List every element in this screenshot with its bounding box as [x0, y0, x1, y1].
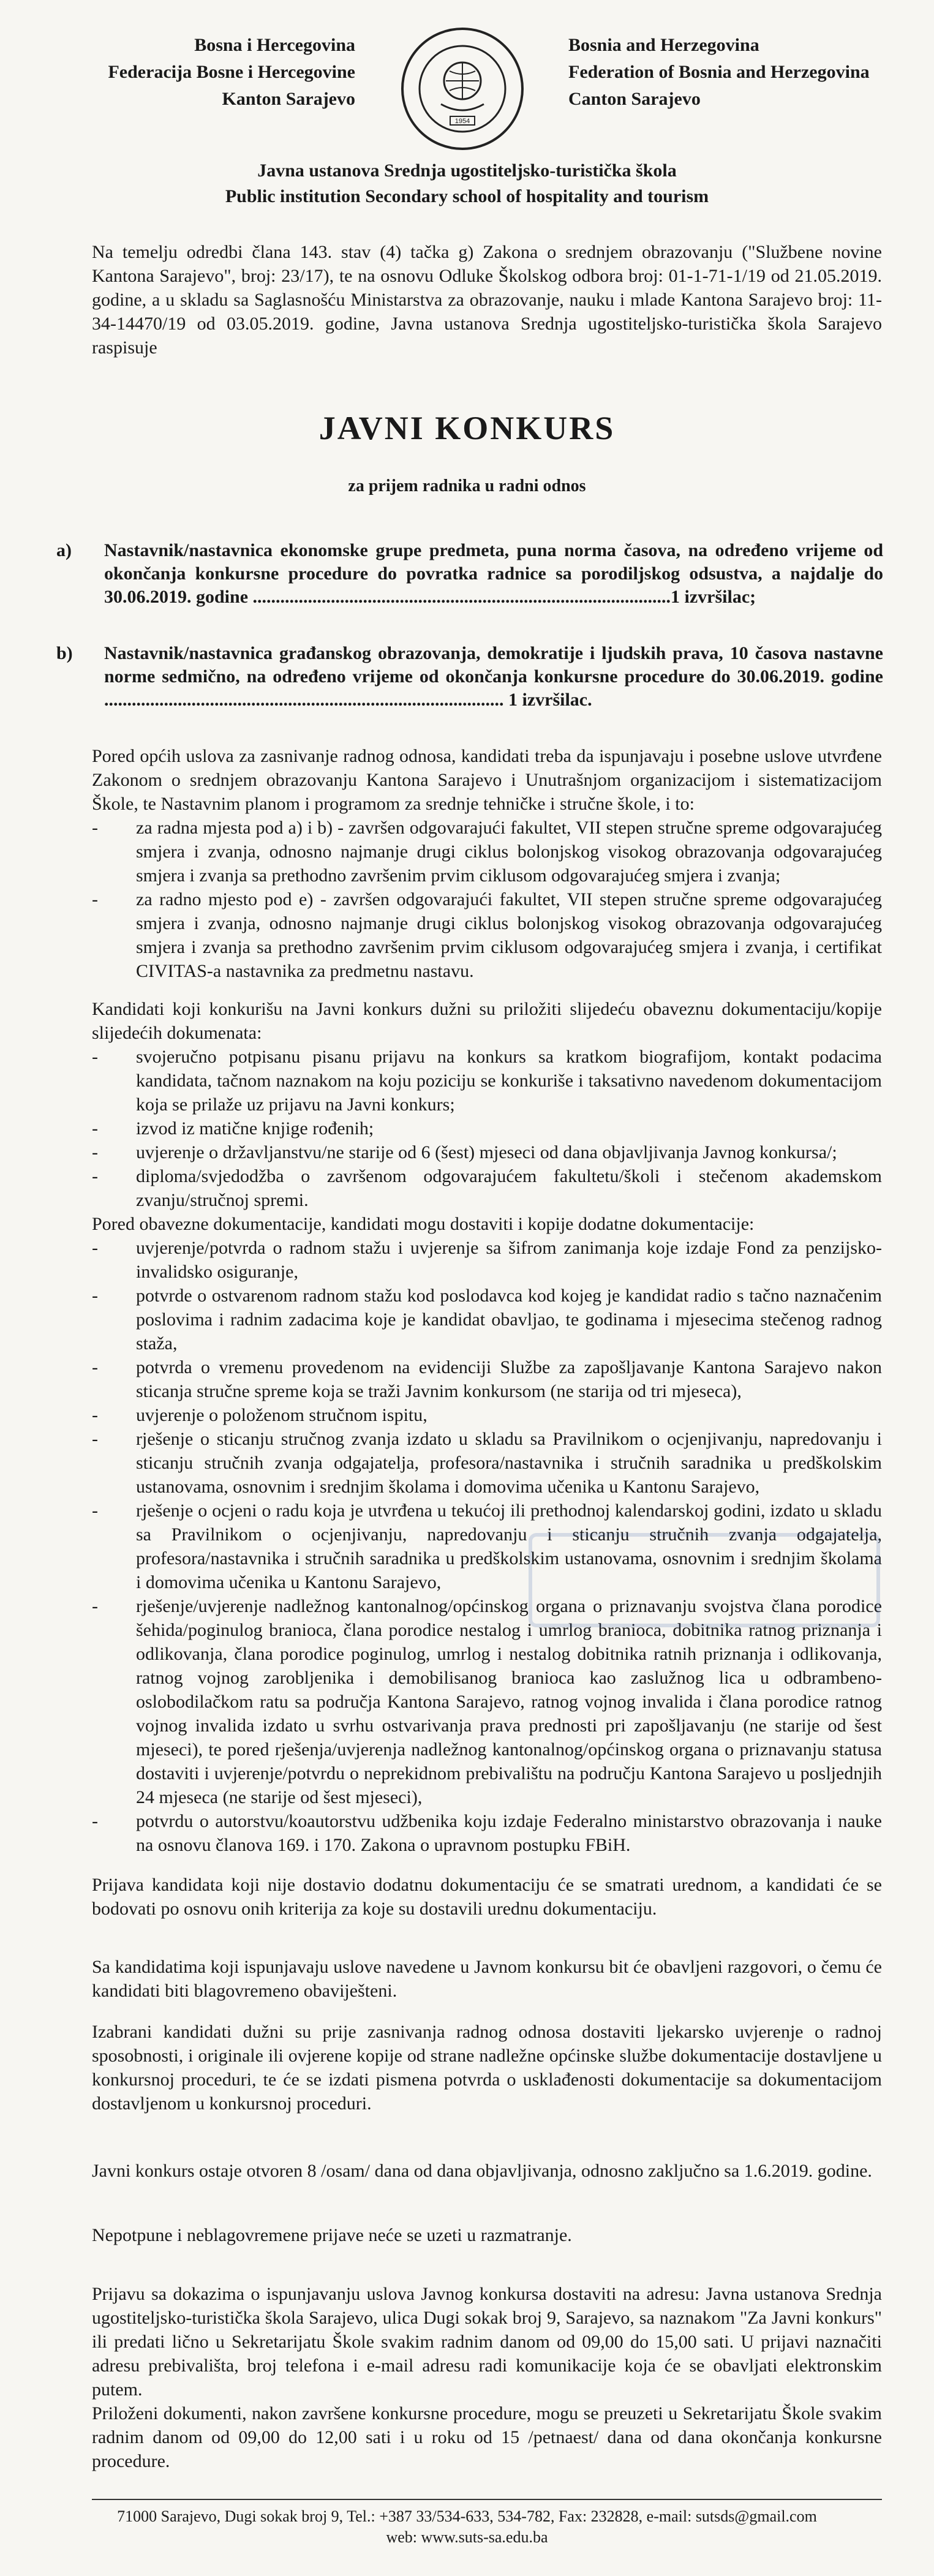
header-left-line-1: Bosna i Hercegovina	[194, 35, 355, 55]
school-seal-icon	[398, 24, 527, 153]
header-right-line-2: Federation of Bosnia and Herzegovina	[568, 62, 870, 82]
intro-paragraph: Na temelju odredbi člana 143. stav (4) tačka g) Zakona o srednjem obrazovanju ("Službene novine Kantona Sarajevo", broj: 23/17), te na osnovu Odluke Školskog odbora broj: 01-1-71-1/19 od 21.05.2019. godine, a u skladu sa Saglasnošću Ministarstva za obrazovanje, nauku i mlade Kantona Sarajevo broj: 11-34-14470/19 od 03.05.2019. godine, Javna ustanova Srednja ugostiteljsko-turistička škola Sarajevo raspisuje	[92, 242, 882, 358]
documents-section	[92, 997, 882, 1857]
paragraph-interview: Sa kandidatima koji ispunjavaju uslove navedene u Javnom konkursu bit će obavljeni razgovori, o čemu će kandidati biti blagovremeno obaviješteni.	[92, 1957, 882, 2001]
institution-name-bs: Javna ustanova Srednja ugostiteljsko-turistička škola	[257, 160, 677, 181]
header-right-line-1: Bosnia and Herzegovina	[568, 35, 759, 55]
list-item: - rješenje o ocjeni o radu koja je utvrđena u tekućoj ili prethodnoj kalendarskoj godini, izdato u skladu sa Pravilnikom o ocjenjivanju, napredovanju i sticanju stručnih zvanja odgajatelja, profesora/nastavnika i stručnih saradnika u predškolskim ustanovama, osnovnim i srednjim školama i domovima učenika u Kantonu Sarajevo,	[92, 1499, 882, 1594]
institution-name-en: Public institution Secondary school of hospitality and tourism	[225, 186, 709, 206]
position-b	[56, 642, 883, 712]
list-item: - uvjerenje/potvrda o radnom stažu i uvjerenje sa šifrom zanimanja koje izdaje Fond za penzijsko-invalidsko osiguranje,	[92, 1236, 882, 1284]
list-item: - diploma/svjedodžba o završenom odgovarajućem fakultetu/školi i stečenom akademskom zvanju/stručnoj spremi.	[92, 1164, 882, 1212]
list-item: - izvod iz matične knjige rođenih;	[92, 1117, 882, 1140]
page-title: JAVNI KONKURS	[318, 410, 616, 446]
list-item: - rješenje/uvjerenje nadležnog kantonalnog/općinskog organa o priznavanju svojstva člana porodice šehida/poginulog branioca, člana porodice nestalog i umrlog branioca, dobitnika ratnog priznanja i odlikovanja, člana porodice poginulog, umrlog i nestalog dobitnika ratnih priznanja i odlikovanja, ratnog vojnog zarobljenika i demobilisanog branioca kao zaslužnog lica u odbrambeno-oslobodilačkom ratu sa područja Kantona Sarajevo, ratnog vojnog invalida i člana porodice ratnog vojnog invalida izdato u svrhu ostvarivanja prava prednosti pri zapošljavanju (ne starije od šest mjeseci), te pored rješenja/uvjerenja nadležnog kantonalnog/općinskog organa o priznavanju statusa dostaviti i uvjerenje/potvrdu o neprekidnom prebivalištu na području Kantona Sarajevo u posljednjih 24 mjeseca (ne starije od šest mjeseci),	[92, 1594, 882, 1809]
paragraph-incomplete: Nepotpune i neblagovremene prijave neće se uzeti u razmatranje.	[92, 2225, 572, 2245]
paragraph-additional-docs: Prijava kandidata koji nije dostavio dodatnu dokumentaciju će se smatrati urednom, a kandidati će se bodovati po osnovu onih kriterija za koje su dostavili urednu dokumentaciju.	[92, 1875, 882, 1919]
seal-year: 1954	[454, 118, 470, 125]
footer-web: web: www.suts-sa.edu.ba	[386, 2528, 548, 2546]
position-b-label: b)	[56, 643, 73, 663]
list-item: - potvrda o vremenu provedenom na evidenciji Službe za zapošljavanje Kantona Sarajevo nakon sticanja stručne spreme koja se traži Javnim konkursom (ne starija od tri mjeseca),	[92, 1355, 882, 1403]
footer	[0, 2506, 934, 2548]
conditions-section	[92, 744, 882, 983]
list-item: - rješenje o sticanju stručnog zvanja izdato u skladu sa Pravilnikom o ocjenjivanju, napredovanju i sticanju stručnih zvanja odgajatelja, profesora/nastavnika i stručnih saradnika u predškolskim ustanovama, osnovnim i srednjim školama i domovima učenika u Kantonu Sarajevo,	[92, 1427, 882, 1499]
list-item: - potvrdu o autorstvu/koautorstvu udžbenika koju izdaje Federalno ministarstvo obrazovanja i nauke na osnovu članova 169. i 170. Zakona o upravnom postupku FBiH.	[92, 1809, 882, 1857]
condition-item: - za radna mjesta pod a) i b) - završen odgovarajući fakultet, VII stepen stručne spreme odgovarajućeg smjera i zvanja, odnosno najmanje drugi ciklus bolonjskog visokog obrazovanja odgovarajućeg smjera i zvanja sa prethodno završenim prvim ciklusom odgovarajućeg smjera i zvanja;	[92, 816, 882, 887]
position-a-label: a)	[56, 540, 72, 560]
position-b-text: Nastavnik/nastavnica građanskog obrazovanja, demokratije i ljudskih prava, 10 časova nastavne norme sedmično, na određeno vrijeme od okončanja konkursne procedure do 30.06.2019. godine ....................................................................................... 1 izvršilac.	[104, 643, 883, 710]
position-a-text: Nastavnik/nastavnica ekonomske grupe predmeta, puna norma časova, na određeno vrijeme od okončanja konkursne procedure do povratka radnice sa porodiljskog odsustva, a najdalje do 30.06.2019. godine ...........................................................................................1 izvršilac;	[104, 540, 883, 607]
returned-documents-text: Priloženi dokumenti, nakon završene konkursne procedure, mogu se preuzeti u Sekretarijatu Škole svakim radnim danom od 09,00 do 12,00 sati i u roku od 15 /petnaest/ dana od dana okončanja konkursne procedure.	[92, 2403, 882, 2471]
header-right	[568, 32, 911, 113]
footer-divider	[92, 2499, 882, 2500]
additional-documents-intro: Pored obavezne dokumentacije, kandidati mogu dostaviti i kopije dodatne dokumentacije:	[92, 1214, 755, 1234]
conditions-intro: Pored općih uslova za zasnivanje radnog odnosa, kandidati treba da ispunjavaju i posebne uslove utvrđene Zakonom o srednjem obrazovanju Kantona Sarajevo i Unutrašnjom organizacijom i sistematizacijom Škole, te Nastavnim planom i programom za srednje tehničke i stručne škole, i to:	[92, 746, 882, 814]
stamp-overlay-icon	[527, 1531, 882, 1629]
page-subtitle: za prijem radnika u radni odnos	[348, 476, 586, 495]
condition-item: - za radno mjesto pod e) - završen odgovarajući fakultet, VII stepen stručne spreme odgovarajućeg smjera i zvanja, odnosno najmanje drugi ciklus bolonjskog visokog obrazovanja odgovarajućeg smjera i zvanja sa prethodno završenim prvim ciklusom odgovarajućeg smjera i zvanja, i certifikat CIVITAS-a nastavnika za predmetnu nastavu.	[92, 887, 882, 983]
header-right-line-3: Canton Sarajevo	[568, 89, 701, 109]
header-left	[92, 32, 355, 113]
submission-text: Prijavu sa dokazima o ispunjavanju uslova Javnog konkursa dostaviti na adresu: Javna ustanova Srednja ugostiteljsko-turistička škola Sarajevo, ulica Dugi sokak broj 9, Sarajevo, sa naznakom "Za Javni konkurs" ili predati lično u Sekretarijatu Škole svakim radnim danom od 09,00 do 15,00 sati. U prijavi naznačiti adresu prebivališta, broj telefona i e-mail adresu radi komunikacije koja će se obavljati elektronskim putem.	[92, 2284, 882, 2400]
list-item: - uvjerenje o položenom stručnom ispitu,	[92, 1403, 882, 1427]
institution-name	[0, 158, 934, 209]
footer-address: 71000 Sarajevo, Dugi sokak broj 9, Tel.: +387 33/534-633, 534-782, Fax: 232828, e-mail: sutsds@gmail.com	[117, 2507, 817, 2525]
conditions-list	[92, 816, 882, 983]
header-left-line-3: Kanton Sarajevo	[222, 89, 355, 109]
documents-intro: Kandidati koji konkurišu na Javni konkurs dužni su priložiti slijedeću obaveznu dokumentaciju/kopije slijedećih dokumenata:	[92, 999, 882, 1043]
list-item: - svojeručno potpisanu pisanu prijavu na konkurs sa kratkom biografijom, kontakt podacima kandidata, tačnom naznakom na koju poziciju se konkuriše i taksativno navedenom dokumentacijom koja se prilaže uz prijavu na Javni konkurs;	[92, 1045, 882, 1117]
paragraph-selected-candidates: Izabrani kandidati dužni su prije zasnivanja radnog odnosa dostaviti ljekarsko uvjerenje o radnoj sposobnosti, i originale ili ovjerene kopije od strane nadležne općinske službe dokumentacije dostavljene u konkursnoj proceduri, te će se izdati pismena potvrda o usklađenosti dokumentacije sa dokumentacijom dostavljenom u konkursnoj proceduri.	[92, 2022, 882, 2114]
mandatory-documents-list	[92, 1045, 882, 1212]
header-left-line-2: Federacija Bosne i Hercegovine	[108, 62, 355, 82]
paragraph-open-period: Javni konkurs ostaje otvoren 8 /osam/ dana od dana objavljivanja, odnosno zaključno sa 1.6.2019. godine.	[92, 2161, 872, 2181]
list-item: - potvrde o ostvarenom radnom stažu kod poslodavca kod kojeg je kandidat radio s tačno naznačenim poslovima i radnim zadacima koje je kandidat obavljao, te godinama i mjesecima stečenog radnog staža,	[92, 1284, 882, 1355]
position-a	[56, 539, 883, 609]
list-item: - uvjerenje o državljanstvu/ne starije od 6 (šest) mjeseci od dana objavljivanja Javnog konkursa/;	[92, 1140, 882, 1164]
paragraph-submission	[92, 2282, 882, 2473]
